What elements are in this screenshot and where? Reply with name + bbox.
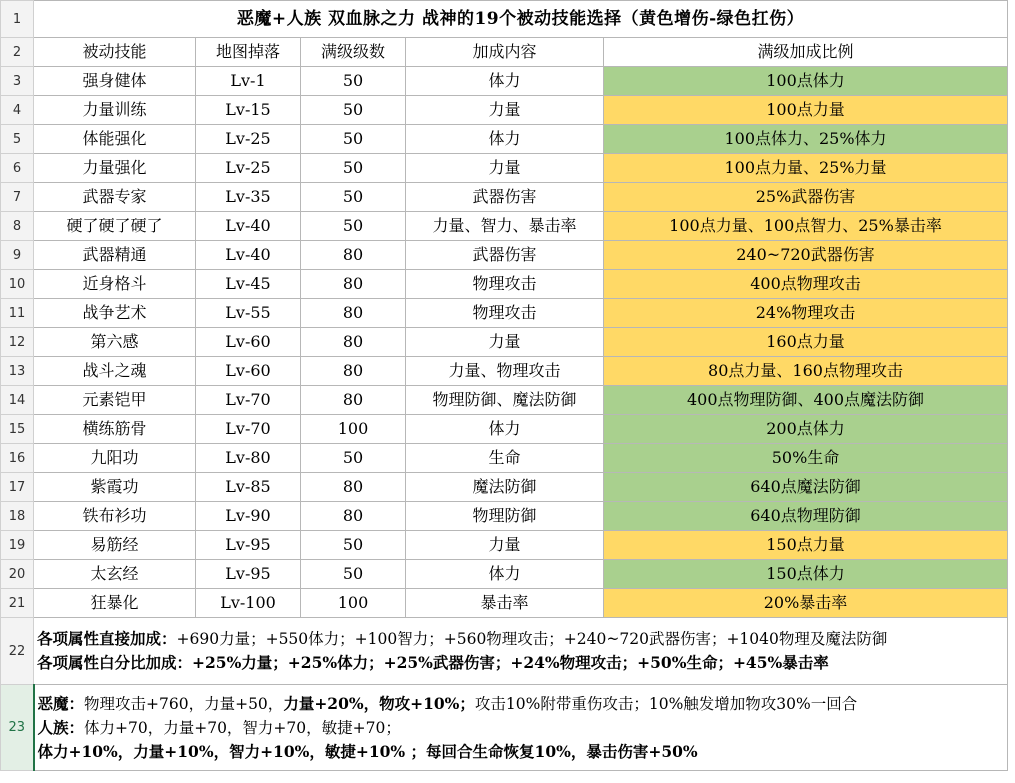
table-row bbox=[1, 415, 1008, 444]
cell-ratio[interactable]: 100点力量、100点智力、25%暴击率 bbox=[604, 212, 1008, 241]
cell-bonus[interactable]: 物理攻击 bbox=[406, 270, 604, 299]
cell-ratio[interactable]: 50%生命 bbox=[604, 444, 1008, 473]
row-number[interactable]: 1 bbox=[1, 1, 34, 38]
cell-bonus[interactable]: 体力 bbox=[406, 125, 604, 154]
demon-label: 恶魔： bbox=[37, 693, 85, 713]
table-row bbox=[1, 386, 1008, 415]
cell-bonus[interactable]: 体力 bbox=[406, 67, 604, 96]
cell-ratio[interactable]: 20%暴击率 bbox=[604, 589, 1008, 618]
title-row bbox=[1, 1, 1008, 38]
human-percent-line: 体力+10%，力量+10%，智力+10%，敏捷+10% ；每回合生命恢复10%，暴击伤害+50% bbox=[37, 741, 698, 761]
cell-drop[interactable]: Lv-85 bbox=[196, 473, 301, 502]
cell-level[interactable]: 50 bbox=[301, 212, 406, 241]
row-number[interactable]: 3 bbox=[1, 67, 34, 96]
cell-ratio[interactable]: 25%武器伤害 bbox=[604, 183, 1008, 212]
cell-level[interactable]: 100 bbox=[301, 415, 406, 444]
row-number[interactable]: 15 bbox=[1, 415, 34, 444]
row-number[interactable]: 13 bbox=[1, 357, 34, 386]
row-number[interactable]: 19 bbox=[1, 531, 34, 560]
cell-ratio[interactable]: 80点力量、160点物理攻击 bbox=[604, 357, 1008, 386]
cell-ratio[interactable]: 100点力量、25%力量 bbox=[604, 154, 1008, 183]
table-row bbox=[1, 125, 1008, 154]
table-row bbox=[1, 183, 1008, 212]
row-number[interactable]: 9 bbox=[1, 241, 34, 270]
cell-ratio[interactable]: 160点力量 bbox=[604, 328, 1008, 357]
table-row bbox=[1, 212, 1008, 241]
table-row bbox=[1, 154, 1008, 183]
cell-bonus[interactable]: 力量 bbox=[406, 154, 604, 183]
table-row bbox=[1, 270, 1008, 299]
row-number[interactable]: 11 bbox=[1, 299, 34, 328]
cell-skill[interactable]: 硬了硬了硬了 bbox=[34, 212, 196, 241]
cell-bonus[interactable]: 力量 bbox=[406, 531, 604, 560]
row-number[interactable]: 21 bbox=[1, 589, 34, 618]
cell-bonus[interactable]: 力量 bbox=[406, 328, 604, 357]
cell-skill[interactable]: 近身格斗 bbox=[34, 270, 196, 299]
cell-level[interactable]: 80 bbox=[301, 328, 406, 357]
cell-skill[interactable]: 太玄经 bbox=[34, 560, 196, 589]
row-number[interactable]: 16 bbox=[1, 444, 34, 473]
cell-level[interactable]: 50 bbox=[301, 560, 406, 589]
table-row bbox=[1, 357, 1008, 386]
cell-ratio[interactable]: 400点物理攻击 bbox=[604, 270, 1008, 299]
table-row bbox=[1, 328, 1008, 357]
cell-drop[interactable]: Lv-40 bbox=[196, 241, 301, 270]
sheet-title[interactable]: 恶魔+人族 双血脉之力 战神的19个被动技能选择（黄色增伤-绿色扛伤） bbox=[34, 1, 1008, 38]
direct-bonus-label: 各项属性直接加成： bbox=[37, 629, 177, 648]
cell-level[interactable]: 50 bbox=[301, 67, 406, 96]
header-bonus[interactable]: 加成内容 bbox=[406, 38, 604, 67]
row-number[interactable]: 6 bbox=[1, 154, 34, 183]
table-row bbox=[1, 531, 1008, 560]
cell-drop[interactable]: Lv-35 bbox=[196, 183, 301, 212]
cell-drop[interactable]: Lv-45 bbox=[196, 270, 301, 299]
summary-row bbox=[1, 618, 1008, 685]
cell-bonus[interactable]: 物理攻击 bbox=[406, 299, 604, 328]
row-number[interactable]: 8 bbox=[1, 212, 34, 241]
table-row bbox=[1, 299, 1008, 328]
cell-level[interactable]: 80 bbox=[301, 502, 406, 531]
cell-ratio[interactable]: 640点物理防御 bbox=[604, 502, 1008, 531]
cell-bonus[interactable]: 力量、物理攻击 bbox=[406, 357, 604, 386]
cell-skill[interactable]: 战争艺术 bbox=[34, 299, 196, 328]
cell-drop[interactable]: Lv-25 bbox=[196, 125, 301, 154]
cell-ratio[interactable]: 24%物理攻击 bbox=[604, 299, 1008, 328]
cell-bonus[interactable]: 物理防御 bbox=[406, 502, 604, 531]
cell-drop[interactable]: Lv-1 bbox=[196, 67, 301, 96]
cell-skill[interactable]: 体能强化 bbox=[34, 125, 196, 154]
cell-level[interactable]: 50 bbox=[301, 531, 406, 560]
cell-drop[interactable]: Lv-95 bbox=[196, 560, 301, 589]
cell-skill[interactable]: 战斗之魂 bbox=[34, 357, 196, 386]
cell-level[interactable]: 50 bbox=[301, 125, 406, 154]
cell-level[interactable]: 50 bbox=[301, 183, 406, 212]
table-row bbox=[1, 444, 1008, 473]
table-row bbox=[1, 96, 1008, 125]
cell-level[interactable]: 80 bbox=[301, 357, 406, 386]
table-row bbox=[1, 589, 1008, 618]
cell-bonus[interactable]: 魔法防御 bbox=[406, 473, 604, 502]
row-number[interactable]: 7 bbox=[1, 183, 34, 212]
human-line bbox=[38, 716, 1008, 740]
percent-bonus-label: 各项属性白分比加成： bbox=[37, 653, 193, 672]
row-number[interactable]: 14 bbox=[1, 386, 34, 415]
cell-bonus[interactable]: 体力 bbox=[406, 560, 604, 589]
cell-level[interactable]: 50 bbox=[301, 444, 406, 473]
cell-skill[interactable]: 易筋经 bbox=[34, 531, 196, 560]
demon-text-a: 物理攻击+760，力量+50， bbox=[84, 694, 284, 713]
race-row bbox=[1, 685, 1008, 771]
demon-line bbox=[38, 692, 1008, 716]
cell-drop[interactable]: Lv-95 bbox=[196, 531, 301, 560]
cell-level[interactable]: 100 bbox=[301, 589, 406, 618]
table-row bbox=[1, 241, 1008, 270]
race-cell[interactable] bbox=[34, 685, 1008, 771]
table-row bbox=[1, 67, 1008, 96]
cell-skill[interactable]: 元素铠甲 bbox=[34, 386, 196, 415]
human-text-a: 体力+70，力量+70，智力+70，敏捷+70； bbox=[84, 718, 401, 737]
cell-skill[interactable]: 力量训练 bbox=[34, 96, 196, 125]
cell-skill[interactable]: 武器专家 bbox=[34, 183, 196, 212]
cell-skill[interactable]: 武器精通 bbox=[34, 241, 196, 270]
cell-drop[interactable]: Lv-100 bbox=[196, 589, 301, 618]
cell-skill[interactable]: 狂暴化 bbox=[34, 589, 196, 618]
row-number[interactable]: 23 bbox=[1, 685, 34, 771]
cell-ratio[interactable]: 150点力量 bbox=[604, 531, 1008, 560]
header-row bbox=[1, 38, 1008, 67]
cell-drop[interactable]: Lv-90 bbox=[196, 502, 301, 531]
human-label: 人族： bbox=[37, 717, 85, 737]
cell-drop[interactable]: Lv-60 bbox=[196, 357, 301, 386]
direct-bonus-text: +690力量；+550体力；+100智力；+560物理攻击；+240~720武器伤害；+1040物理及魔法防御 bbox=[176, 630, 888, 648]
demon-text-b: 力量+20%，物攻+10%； bbox=[283, 693, 475, 713]
cell-skill[interactable]: 第六感 bbox=[34, 328, 196, 357]
table-row bbox=[1, 560, 1008, 589]
cell-skill[interactable]: 强身健体 bbox=[34, 67, 196, 96]
cell-bonus[interactable]: 力量 bbox=[406, 96, 604, 125]
row-number[interactable]: 18 bbox=[1, 502, 34, 531]
summary-cell[interactable] bbox=[34, 618, 1008, 685]
cell-ratio[interactable]: 150点体力 bbox=[604, 560, 1008, 589]
row-number[interactable]: 12 bbox=[1, 328, 34, 357]
row-number[interactable]: 20 bbox=[1, 560, 34, 589]
cell-ratio[interactable]: 400点物理防御、400点魔法防御 bbox=[604, 386, 1008, 415]
cell-drop[interactable]: Lv-55 bbox=[196, 299, 301, 328]
cell-level[interactable]: 80 bbox=[301, 270, 406, 299]
cell-level[interactable]: 80 bbox=[301, 299, 406, 328]
cell-level[interactable]: 80 bbox=[301, 241, 406, 270]
cell-bonus[interactable]: 生命 bbox=[406, 444, 604, 473]
cell-level[interactable]: 80 bbox=[301, 386, 406, 415]
percent-bonus-line bbox=[37, 651, 1007, 675]
cell-bonus[interactable]: 物理防御、魔法防御 bbox=[406, 386, 604, 415]
cell-level[interactable]: 50 bbox=[301, 154, 406, 183]
header-drop[interactable]: 地图掉落 bbox=[196, 38, 301, 67]
row-number[interactable]: 2 bbox=[1, 38, 34, 67]
percent-bonus-text: +25%力量；+25%体力；+25%武器伤害；+24%物理攻击；+50%生命；+45%暴击率 bbox=[192, 653, 829, 672]
direct-bonus-line bbox=[37, 627, 1007, 651]
cell-skill[interactable]: 力量强化 bbox=[34, 154, 196, 183]
cell-drop[interactable]: Lv-40 bbox=[196, 212, 301, 241]
row-number[interactable]: 4 bbox=[1, 96, 34, 125]
row-number[interactable]: 10 bbox=[1, 270, 34, 299]
cell-skill[interactable]: 铁布衫功 bbox=[34, 502, 196, 531]
cell-ratio[interactable]: 100点力量 bbox=[604, 96, 1008, 125]
table-row bbox=[1, 502, 1008, 531]
cell-bonus[interactable]: 体力 bbox=[406, 415, 604, 444]
cell-bonus[interactable]: 武器伤害 bbox=[406, 183, 604, 212]
cell-skill[interactable]: 紫霞功 bbox=[34, 473, 196, 502]
header-ratio[interactable]: 满级加成比例 bbox=[604, 38, 1008, 67]
cell-drop[interactable]: Lv-15 bbox=[196, 96, 301, 125]
cell-drop[interactable]: Lv-25 bbox=[196, 154, 301, 183]
header-level[interactable]: 满级级数 bbox=[301, 38, 406, 67]
row-number[interactable]: 17 bbox=[1, 473, 34, 502]
row-number[interactable]: 22 bbox=[1, 618, 34, 685]
demon-text-c: 攻击10%附带重伤攻击；10%触发增加物攻30%一回合 bbox=[474, 694, 858, 713]
cell-drop[interactable]: Lv-70 bbox=[196, 415, 301, 444]
cell-bonus[interactable]: 暴击率 bbox=[406, 589, 604, 618]
table-row bbox=[1, 473, 1008, 502]
cell-bonus[interactable]: 武器伤害 bbox=[406, 241, 604, 270]
cell-drop[interactable]: Lv-80 bbox=[196, 444, 301, 473]
cell-skill[interactable]: 横练筋骨 bbox=[34, 415, 196, 444]
cell-skill[interactable]: 九阳功 bbox=[34, 444, 196, 473]
cell-ratio[interactable]: 200点体力 bbox=[604, 415, 1008, 444]
cell-drop[interactable]: Lv-60 bbox=[196, 328, 301, 357]
cell-level[interactable]: 80 bbox=[301, 473, 406, 502]
cell-ratio[interactable]: 640点魔法防御 bbox=[604, 473, 1008, 502]
cell-level[interactable]: 50 bbox=[301, 96, 406, 125]
cell-drop[interactable]: Lv-70 bbox=[196, 386, 301, 415]
cell-ratio[interactable]: 100点体力 bbox=[604, 67, 1008, 96]
cell-ratio[interactable]: 100点体力、25%体力 bbox=[604, 125, 1008, 154]
cell-ratio[interactable]: 240~720武器伤害 bbox=[604, 241, 1008, 270]
cell-bonus[interactable]: 力量、智力、暴击率 bbox=[406, 212, 604, 241]
header-skill[interactable]: 被动技能 bbox=[34, 38, 196, 67]
row-number[interactable]: 5 bbox=[1, 125, 34, 154]
